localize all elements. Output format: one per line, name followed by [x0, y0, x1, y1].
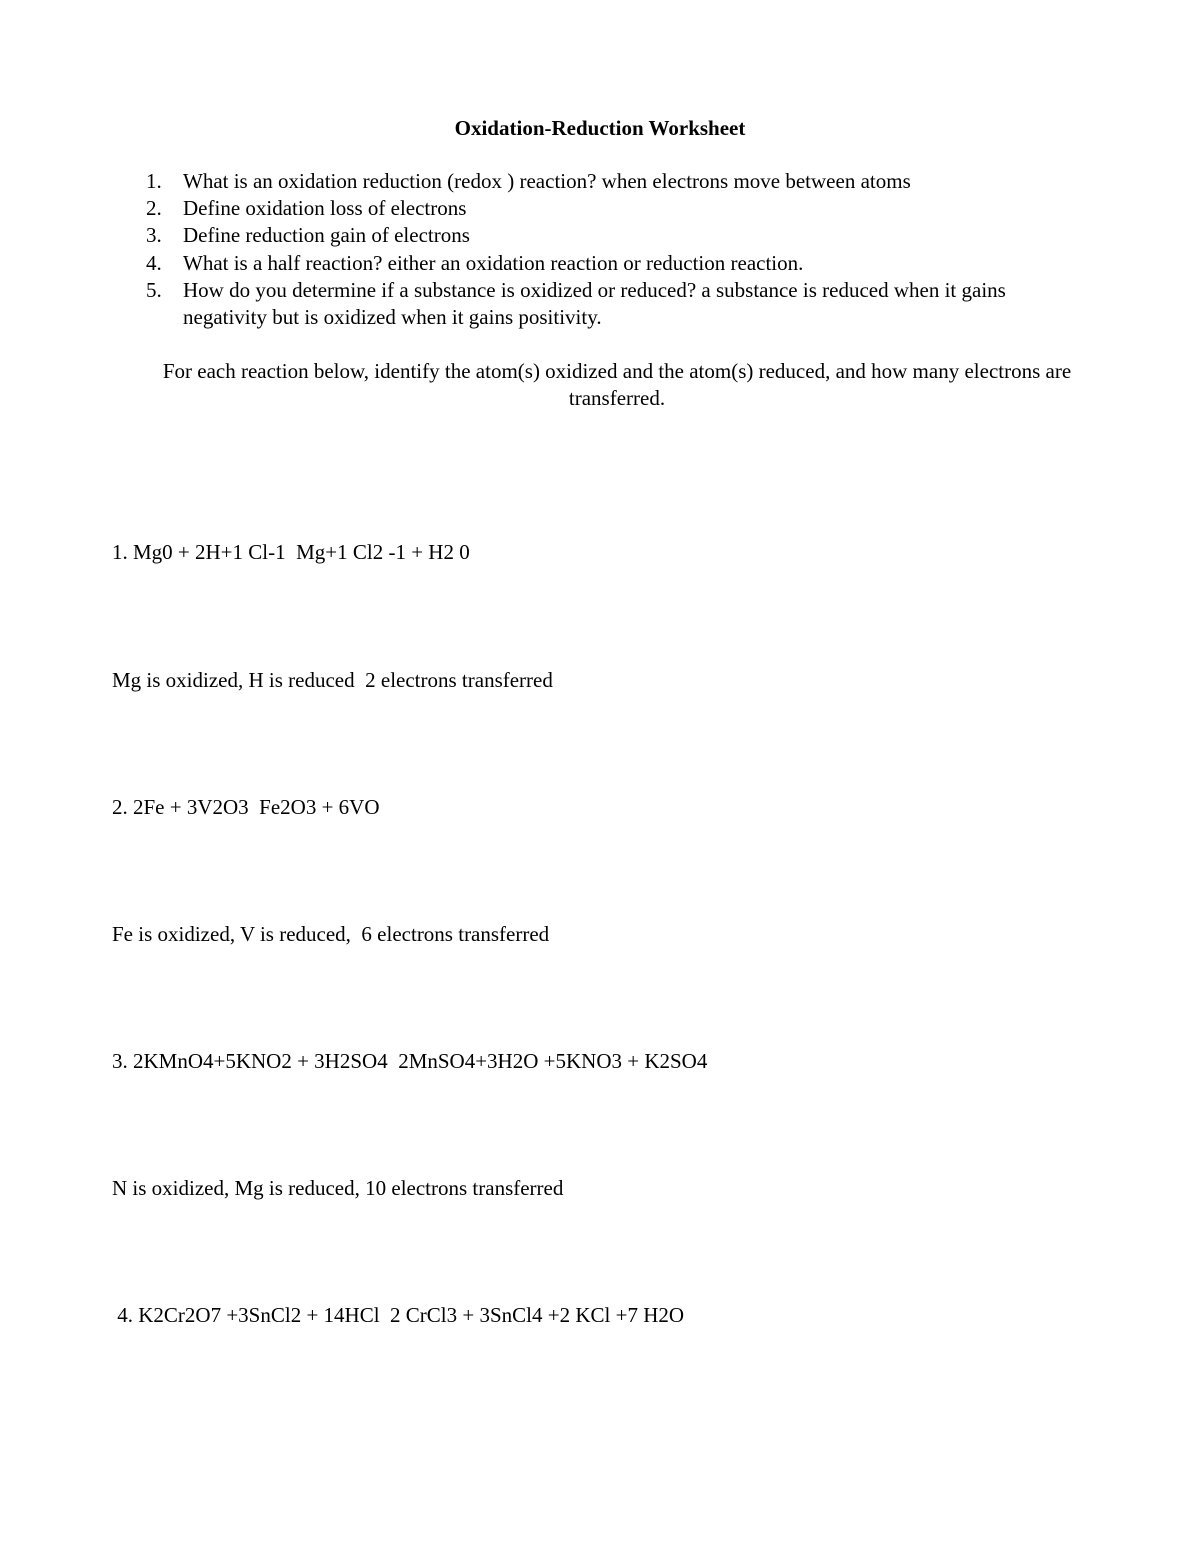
- question-text: Define oxidation loss of electrons: [183, 196, 467, 221]
- question-text: Define reduction gain of electrons: [183, 223, 470, 248]
- page-title: Oxidation-Reduction Worksheet: [454, 116, 746, 140]
- reaction-answer-1: Mg is oxidized, H is reduced 2 electrons transferred: [112, 668, 553, 692]
- question-number: 5.: [146, 277, 162, 302]
- reaction-answer-3: N is oxidized, Mg is reduced, 10 electrons transferred: [112, 1176, 564, 1200]
- question-number: 3.: [146, 223, 162, 248]
- reaction-equation-1: 1. Mg0 + 2H+1 Cl-1 Mg+1 Cl2 -1 + H2 0: [112, 540, 470, 564]
- reaction-equation-4: 4. K2Cr2O7 +3SnCl2 + 14HCl 2 CrCl3 + 3SnCl4 +2 KCl +7 H2O: [112, 1303, 685, 1327]
- question-item: [146, 168, 1066, 195]
- reaction-answer-2: Fe is oxidized, V is reduced, 6 electrons transferred: [112, 922, 550, 946]
- reaction-equation-2: 2. 2Fe + 3V2O3 Fe2O3 + 6VO: [112, 795, 380, 819]
- question-item: [146, 195, 1066, 222]
- instructions-paragraph: For each reaction below, identify the atom(s) oxidized and the atom(s) reduced, and how many electrons are transferred.: [162, 359, 1072, 411]
- question-text: What is an oxidation reduction (redox ) reaction? when electrons move between atoms: [183, 169, 911, 193]
- question-text: How do you determine if a substance is oxidized or reduced? a substance is reduced when it gains negativity but is oxidized when it gains positivity.: [183, 277, 1006, 330]
- question-text: What is a half reaction? either an oxidation reaction or reduction reaction.: [183, 250, 804, 275]
- question-item: [146, 277, 1066, 331]
- question-number: 1.: [146, 169, 162, 193]
- question-number: 4.: [146, 250, 162, 275]
- question-item: [146, 222, 1066, 249]
- reaction-equation-3: 3. 2KMnO4+5KNO2 + 3H2SO4 2MnSO4+3H2O +5KNO3 + K2SO4: [112, 1049, 708, 1073]
- question-list: [146, 168, 1066, 331]
- question-item: [146, 250, 1066, 277]
- question-number: 2.: [146, 196, 162, 221]
